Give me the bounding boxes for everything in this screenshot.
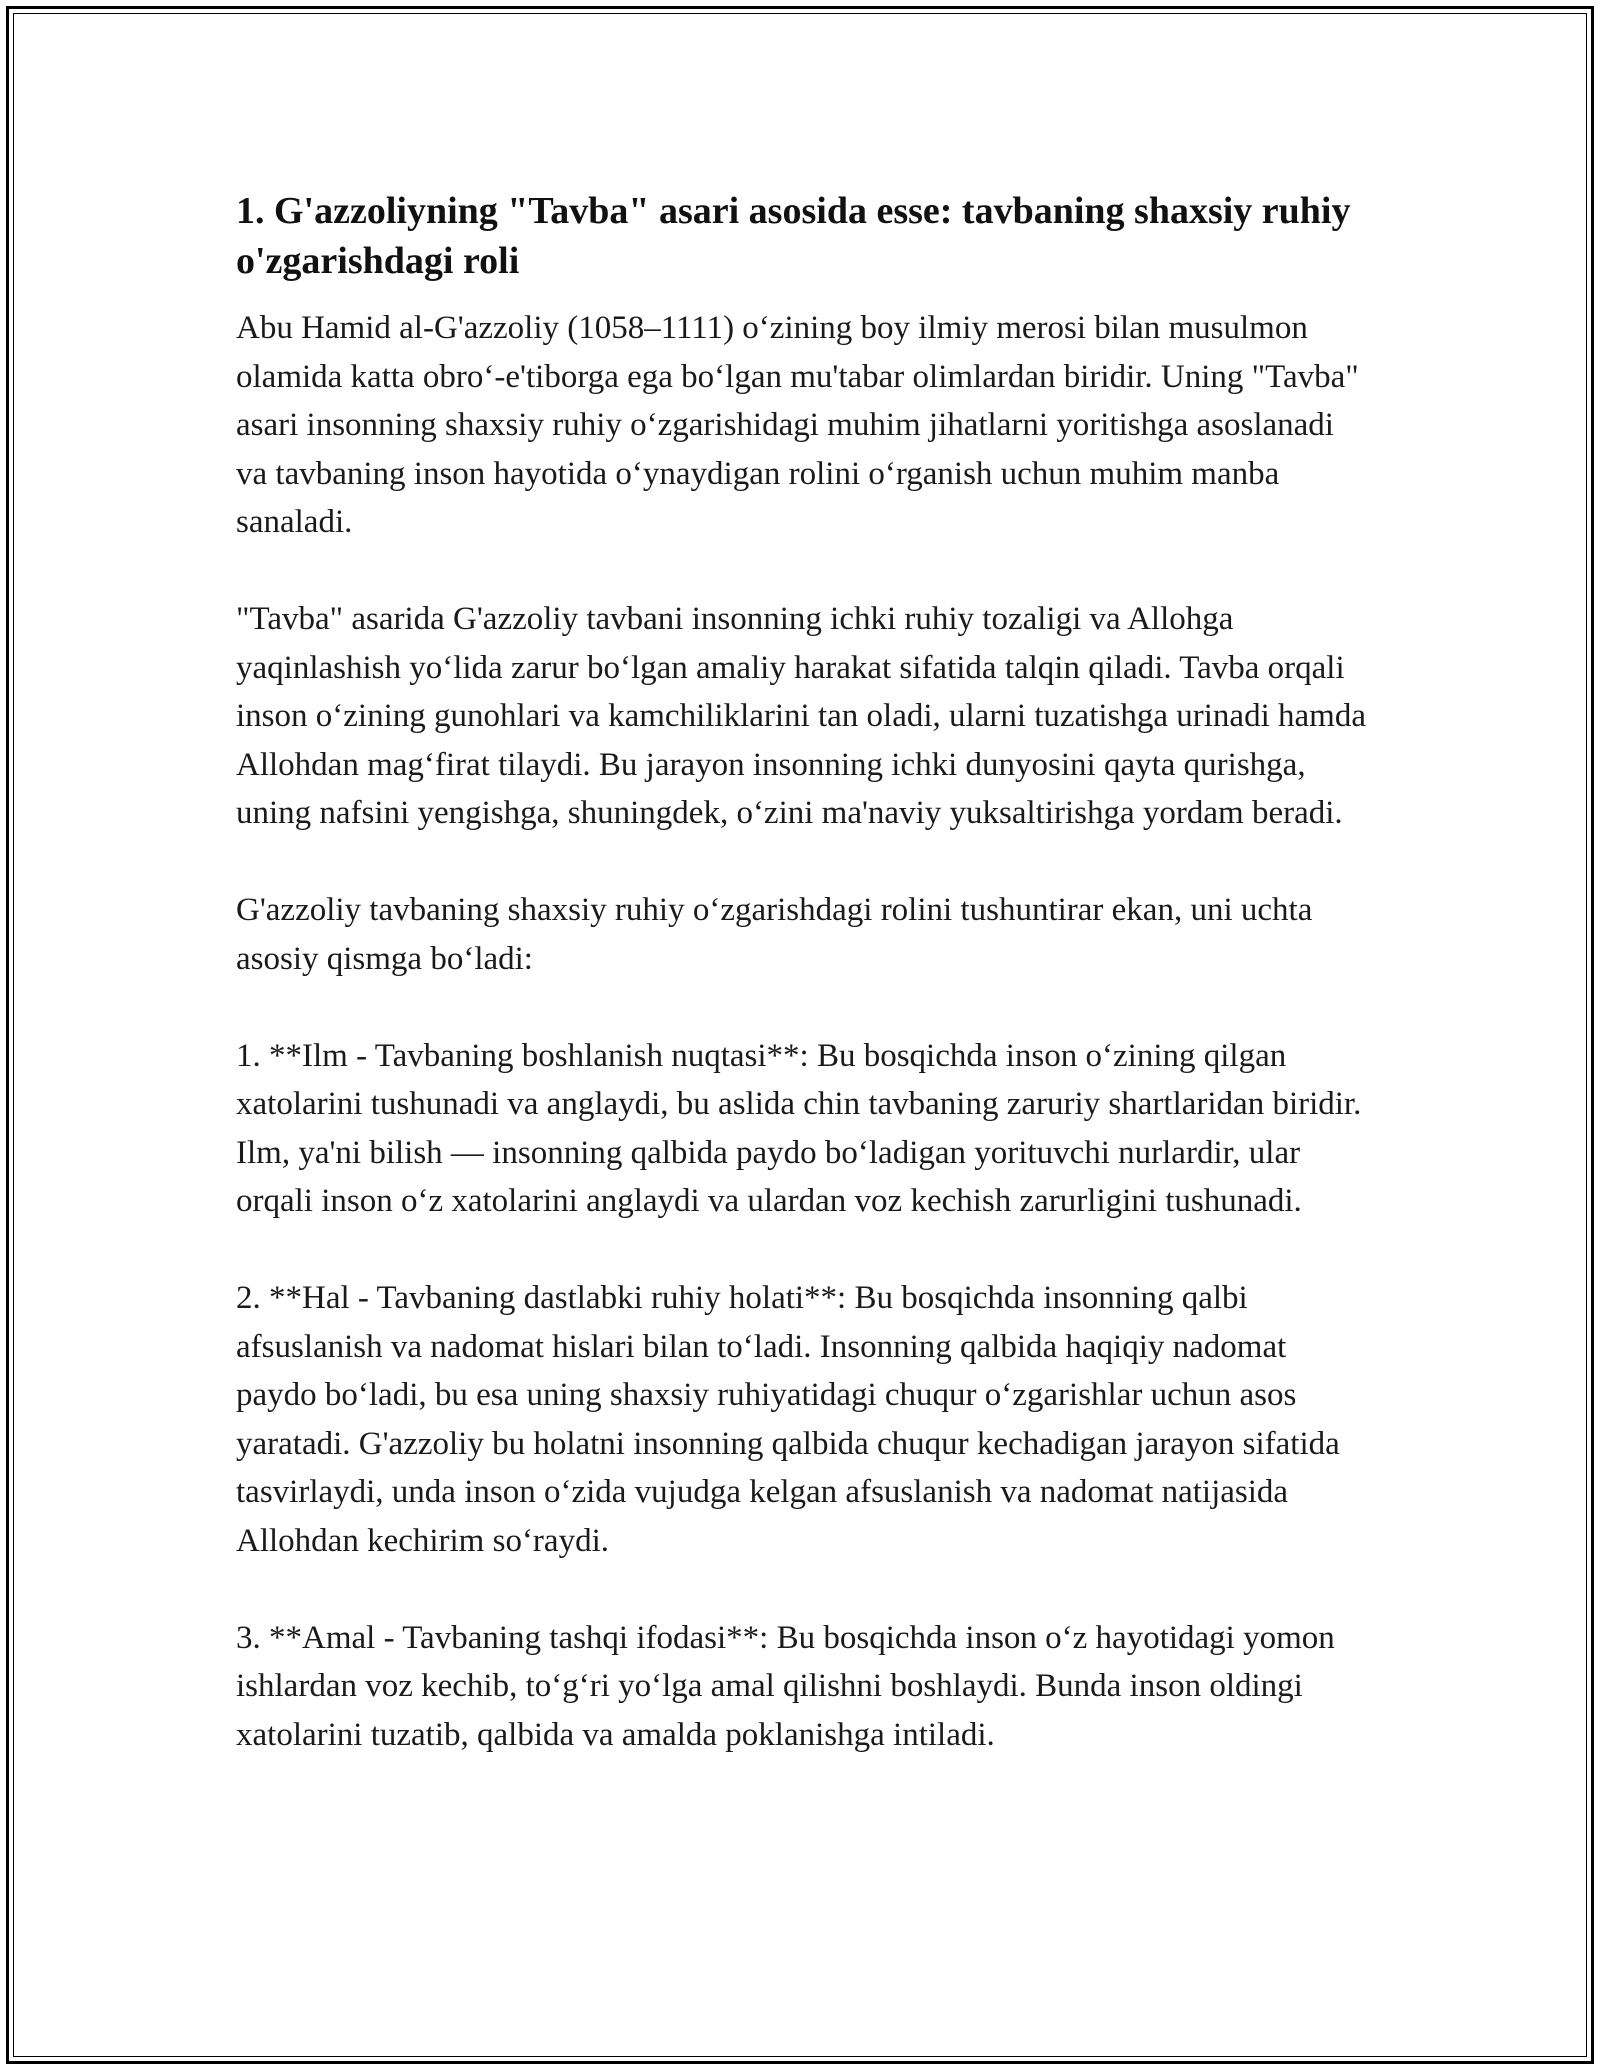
list-item-amal: 3. **Amal - Tavbaning tashqi ifodasi**: Bu bosqichda inson o‘z hayotidagi yomon ishlardan voz kechib, to‘g‘ri yo‘lga amal qilishni boshlaydi. Bunda inson oldingi xatolarini tuzatib, qalbida va amalda poklanishga intiladi.	[236, 1619, 1335, 1753]
list-item-hal: 2. **Hal - Tavbaning dastlabki ruhiy holati**: Bu bosqichda insonning qalbi afsuslanish va nadomat hislari bilan to‘ladi. Insonning qalbida haqiqiy nadomat paydo bo‘ladi, bu esa uning shaxsiy ruhiyatidagi chuqur o‘zgarishlar uchun asos yaratadi. G'azzoliy bu holatni insonning qalbida chuqur kechadigan jarayon sifatida tasvirlaydi, unda inson o‘zida vujudga kelgan afsuslanish va nadomat natijasida Allohdan kechirim so‘raydi.	[236, 1280, 1340, 1559]
paragraph-three-parts: G'azzoliy tavbaning shaxsiy ruhiy o‘zgarishdagi rolini tushuntirar ekan, uni uchta asosiy qismga bo‘ladi:	[236, 892, 1313, 977]
document-title: 1. G'azzoliyning "Tavba" asari asosida esse: tavbaning shaxsiy ruhiy o'zgarishdagi roli	[236, 190, 1351, 282]
paragraph-tavba-interpretation: "Tavba" asarida G'azzoliy tavbani insonning ichki ruhiy tozaligi va Allohga yaqinlashish yo‘lida zarur bo‘lgan amaliy harakat sifatida talqin qiladi. Tavba orqali inson o‘zining gunohlari va kamchiliklarini tan oladi, ularni tuzatishga urinadi hamda Allohdan mag‘firat tilaydi. Bu jarayon insonning ichki dunyosini qayta qurishga, uning nafsini yengishga, shuningdek, o‘zini ma'naviy yuksaltirishga yordam beradi.	[236, 601, 1366, 831]
paragraph-intro: Abu Hamid al-G'azzoliy (1058–1111) o‘zining boy ilmiy merosi bilan musulmon olamida katta obro‘-e'tiborga ega bo‘lgan mu'tabar olimlardan biridir. Uning "Tavba" asari insonning shaxsiy ruhiy o‘zgarishidagi muhim jihatlarni yoritishga asoslanadi va tavbaning inson hayotida o‘ynaydigan rolini o‘rganish uchun muhim manba sanaladi.	[236, 310, 1359, 540]
list-item-ilm: 1. **Ilm - Tavbaning boshlanish nuqtasi**: Bu bosqichda inson o‘zining qilgan xatolarini tushunadi va anglaydi, bu aslida chin tavbaning zaruriy shartlaridan biridir. Ilm, ya'ni bilish — insonning qalbida paydo bo‘ladigan yorituvchi nurlardir, ular orqali inson o‘z xatolarini anglaydi va ulardan voz kechish zarurligini tushunadi.	[236, 1037, 1362, 1219]
document-body	[236, 186, 1366, 1808]
